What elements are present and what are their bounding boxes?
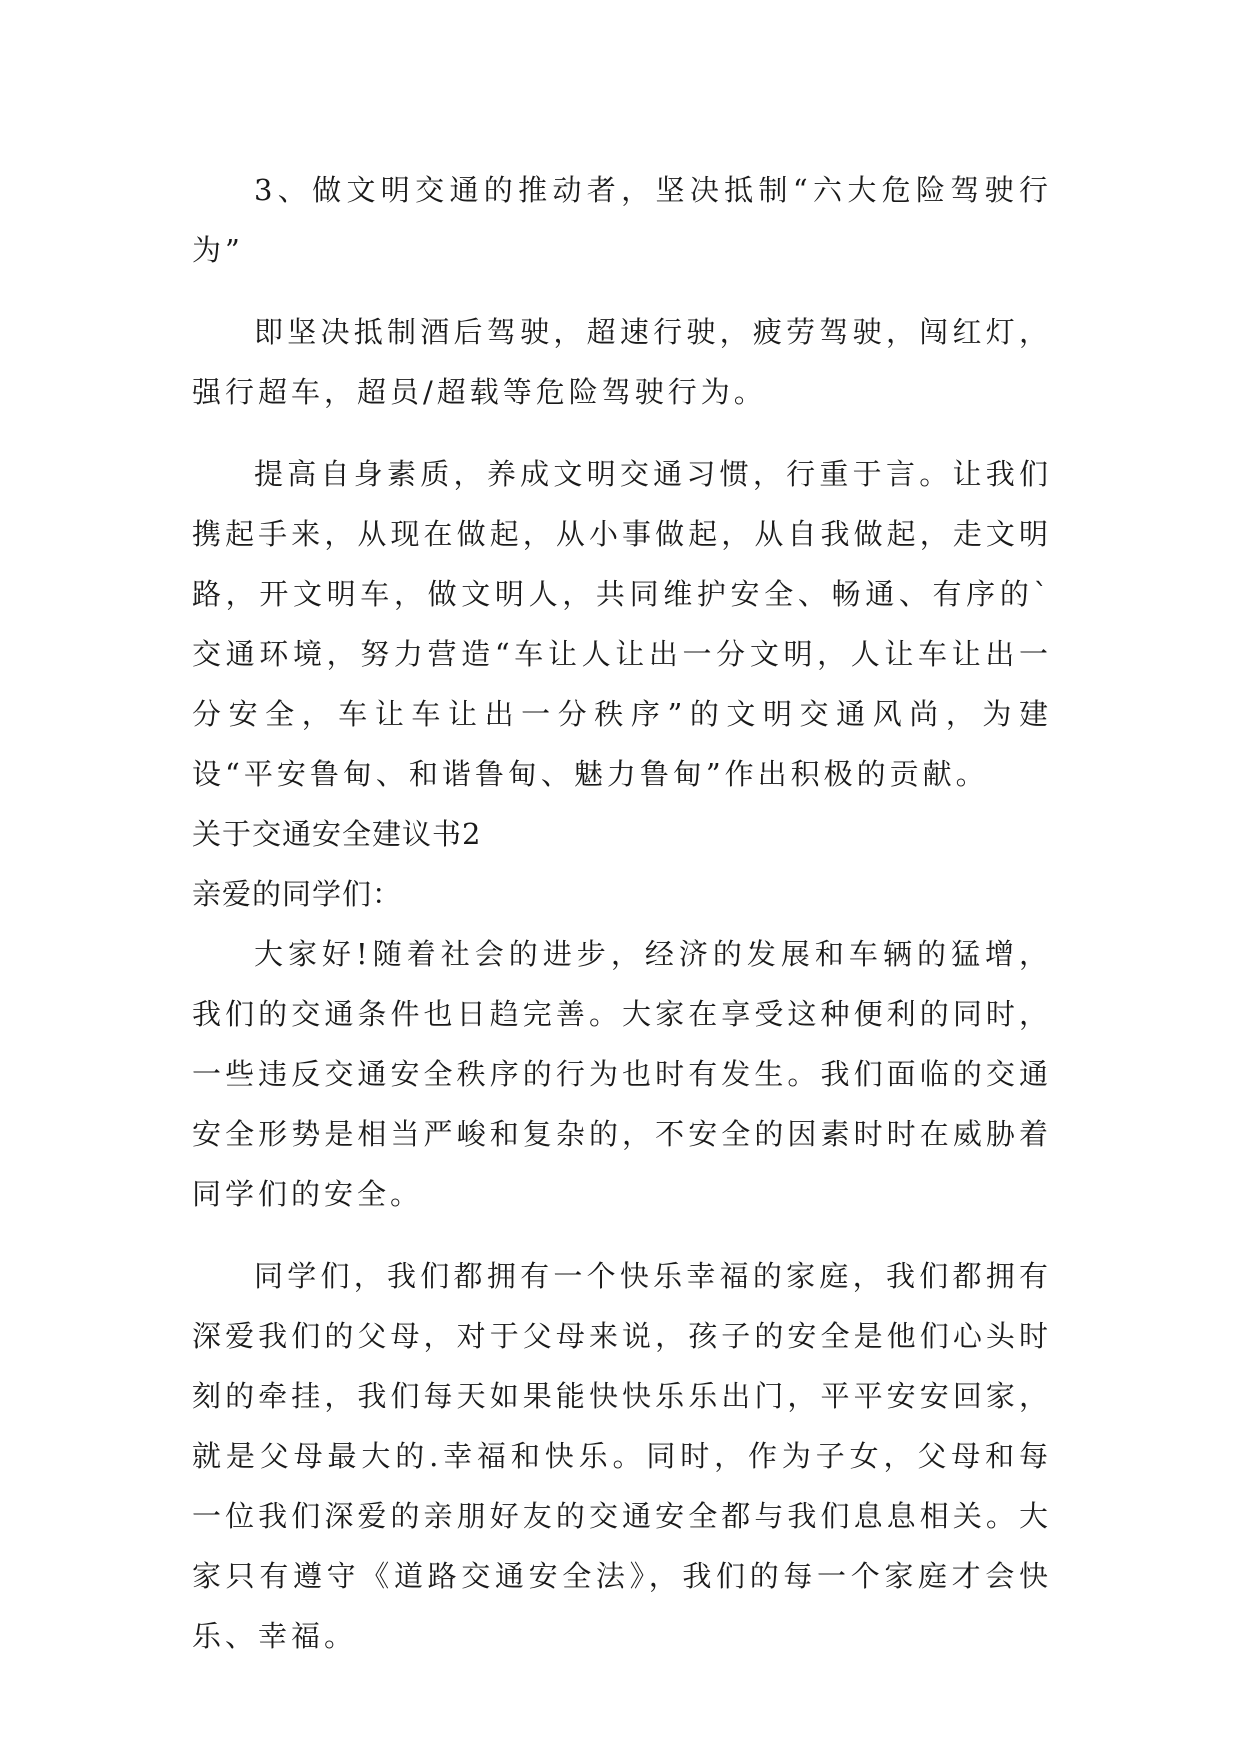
paragraph-six-dangerous-behaviors: 3、做文明交通的推动者，坚决抵制“六大危险驾驶行为”	[192, 173, 1052, 267]
document-content	[192, 160, 1052, 1666]
paragraph-civilized-traffic-call: 提高自身素质，养成文明交通习惯，行重于言。让我们携起手来，从现在做起，从小事做起，从自我做起，走文明路，开文明车，做文明人，共同维护安全、畅通、有序的`交通环境，努力营造“车让人让出一分文明，人让车让出一分安全，车让车让出一分秩序”的文明交通风尚，为建设“平安鲁甸、和谐鲁甸、魅力鲁甸”作出积极的贡献。	[192, 457, 1052, 791]
section-title: 关于交通安全建议书2	[192, 817, 482, 851]
salutation: 亲爱的同学们：	[192, 877, 403, 911]
paragraph-dangerous-driving-list: 即坚决抵制酒后驾驶，超速行驶，疲劳驾驶，闯红灯，强行超车，超员/超载等危险驾驶行为。	[192, 315, 1052, 409]
paragraph-greeting-traffic-situation: 大家好!随着社会的进步，经济的发展和车辆的猛增，我们的交通条件也日趋完善。大家在享受这种便利的同时，一些违反交通安全秩序的行为也时有发生。我们面临的交通安全形势是相当严峻和复杂的，不安全的因素时时在威胁着同学们的安全。	[192, 937, 1052, 1211]
paragraph-family-safety: 同学们，我们都拥有一个快乐幸福的家庭，我们都拥有深爱我们的父母，对于父母来说，孩子的安全是他们心头时刻的牵挂，我们每天如果能快快乐乐出门，平平安安回家，就是父母最大的.幸福和快乐。同时，作为子女，父母和每一位我们深爱的亲朋好友的交通安全都与我们息息相关。大家只有遵守《道路交通安全法》，我们的每一个家庭才会快乐、幸福。	[192, 1259, 1052, 1653]
